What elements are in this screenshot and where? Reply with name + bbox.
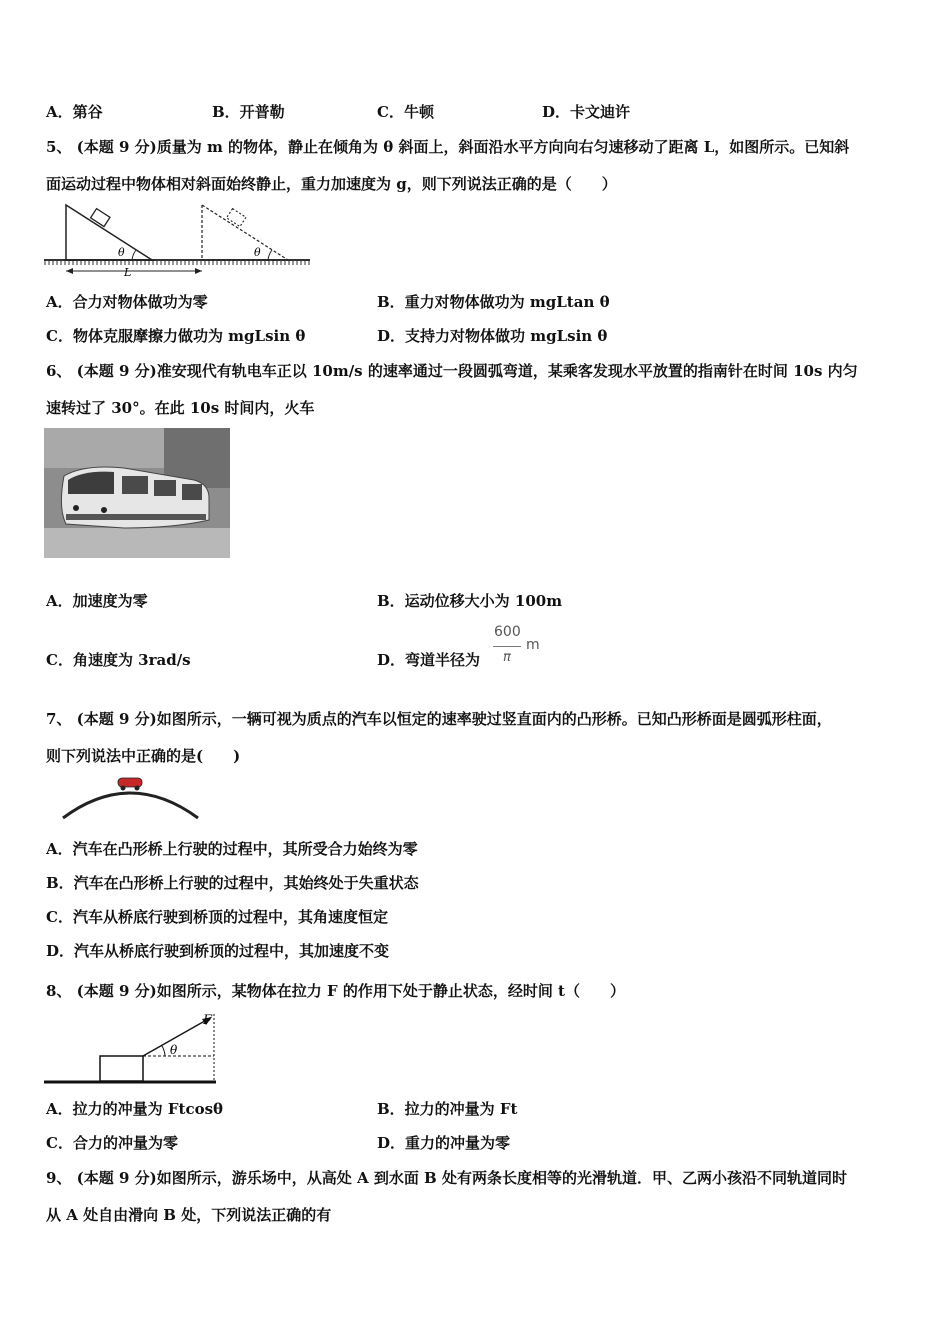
q5-option-b[interactable]: B．重力对物体做功为 mgLtan θ bbox=[377, 293, 610, 311]
q5-theta-label-right: θ bbox=[254, 246, 261, 259]
q7-option-d[interactable]: D．汽车从桥底行驶到桥顶的过程中，其加速度不变 bbox=[46, 942, 390, 960]
q4-option-c[interactable]: C．牛顿 bbox=[377, 103, 434, 121]
q5-option-a[interactable]: A．合力对物体做功为零 bbox=[46, 293, 208, 311]
q5-distance-label: L bbox=[124, 266, 132, 279]
q7-option-c[interactable]: C．汽车从桥底行驶到桥顶的过程中，其角速度恒定 bbox=[46, 908, 388, 926]
q6-fraction-numerator: 600 bbox=[494, 624, 521, 640]
q7-stem-line2: 则下列说法中正确的是( ) bbox=[46, 747, 241, 765]
q6-fraction-denominator: π bbox=[503, 650, 511, 665]
q6-option-b[interactable]: B．运动位移大小为 100m bbox=[377, 592, 563, 610]
q7-option-b[interactable]: B．汽车在凸形桥上行驶的过程中，其始终处于失重状态 bbox=[46, 874, 419, 892]
q6-option-c[interactable]: C．角速度为 3rad/s bbox=[46, 651, 191, 669]
q4-option-a[interactable]: A．第谷 bbox=[46, 103, 103, 121]
q6-fraction-bar bbox=[493, 646, 521, 647]
q5-option-c[interactable]: C．物体克服摩擦力做功为 mgLsin θ bbox=[46, 327, 306, 345]
tram-photo bbox=[44, 428, 230, 558]
q6-stem-line2: 速转过了 30°。在此 10s 时间内，火车 bbox=[46, 399, 315, 417]
q5-incline-figure bbox=[44, 200, 314, 280]
q5-option-d[interactable]: D．支持力对物体做功 mgLsin θ bbox=[377, 327, 608, 345]
q6-option-d[interactable]: D．弯道半径为 bbox=[377, 651, 481, 669]
q5-stem-line1: 5、 (本题 9 分)质量为 m 的物体，静止在倾角为 θ 斜面上，斜面沿水平方向向右匀速移动了距离 L，如图所示。已知斜 bbox=[46, 138, 850, 156]
q8-force-figure bbox=[44, 1008, 224, 1088]
q8-option-d[interactable]: D．重力的冲量为零 bbox=[377, 1134, 511, 1152]
q7-option-a[interactable]: A．汽车在凸形桥上行驶的过程中，其所受合力始终为零 bbox=[46, 840, 418, 858]
q6-stem-line1: 6、 (本题 9 分)准安现代有轨电车正以 10m/s 的速率通过一段圆弧弯道，某乘客发现水平放置的指南针在时间 10s 内匀 bbox=[46, 362, 858, 380]
q8-stem-line1: 8、 (本题 9 分)如图所示，某物体在拉力 F 的作用下处于静止状态，经时间 t（ ） bbox=[46, 982, 625, 1000]
q9-stem-line1: 9、 (本题 9 分)如图所示，游乐场中，从高处 A 到水面 B 处有两条长度相等的光滑轨道．甲、乙两小孩沿不同轨道同时 bbox=[46, 1169, 847, 1187]
q8-option-b[interactable]: B．拉力的冲量为 Ft bbox=[377, 1100, 518, 1118]
q8-option-a[interactable]: A．拉力的冲量为 Ftcosθ bbox=[46, 1100, 224, 1118]
q6-fraction-unit: m bbox=[526, 637, 540, 653]
q8-force-label: F bbox=[203, 1013, 213, 1028]
q9-stem-line2: 从 A 处自由滑向 B 处，下列说法正确的有 bbox=[46, 1206, 332, 1224]
q4-option-b[interactable]: B．开普勒 bbox=[212, 103, 285, 121]
q5-theta-label-left: θ bbox=[118, 246, 125, 259]
q4-option-d[interactable]: D．卡文迪许 bbox=[542, 103, 631, 121]
q5-stem-line2: 面运动过程中物体相对斜面始终静止，重力加速度为 g，则下列说法正确的是（ ） bbox=[46, 175, 617, 193]
q6-option-a[interactable]: A．加速度为零 bbox=[46, 592, 148, 610]
q8-option-c[interactable]: C．合力的冲量为零 bbox=[46, 1134, 178, 1152]
q7-stem-line1: 7、 (本题 9 分)如图所示，一辆可视为质点的汽车以恒定的速率驶过竖直面内的凸形桥。已知凸形桥面是圆弧形柱面， bbox=[46, 710, 832, 728]
q7-bridge-figure bbox=[60, 774, 202, 820]
q8-theta-label: θ bbox=[170, 1043, 178, 1057]
